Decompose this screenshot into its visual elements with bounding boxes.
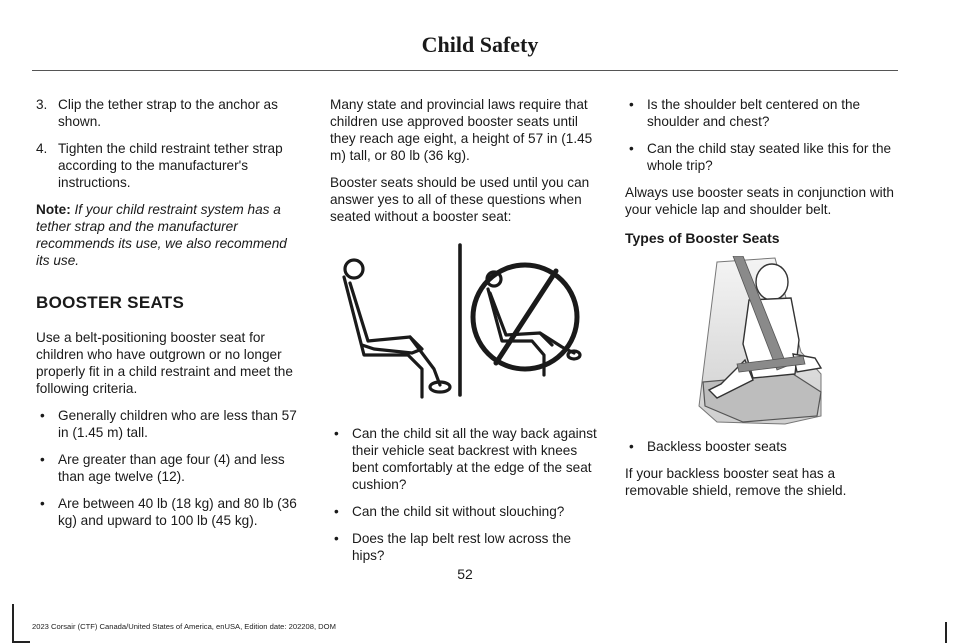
bullet: • (334, 504, 339, 519)
crop-mark-right (945, 622, 947, 643)
bullet: • (334, 531, 339, 546)
incorrect-child-foot (568, 351, 580, 359)
step-text: Tighten the child restraint tether strap according to the manufacturer's instructions. (58, 141, 283, 190)
step-text: Clip the tether strap to the anchor as shown. (58, 97, 278, 129)
page-title: Child Safety (421, 32, 539, 57)
list-item (625, 140, 897, 174)
seating-position-illustration (330, 237, 602, 399)
column-right (625, 96, 897, 509)
list-item-text: Can the child stay seated like this for the whole trip? (647, 141, 892, 173)
section-heading: BOOSTER SEATS (36, 293, 185, 312)
bullet: • (629, 97, 634, 112)
note (36, 201, 302, 269)
note-text: If your child restraint system has a tether strap and the manufacturer recommends its use, we also recommend its use. (36, 202, 287, 268)
list-item-text: Is the shoulder belt centered on the shoulder and chest? (647, 97, 861, 129)
list-item (625, 96, 897, 130)
bullet: • (629, 141, 634, 156)
list-item-text: Can the child sit all the way back against their vehicle seat backrest with knees bent comfortably at the edge of the seat cushion? (352, 426, 597, 492)
bullet: • (334, 426, 339, 441)
correct-child-foot (430, 382, 450, 392)
step-number: 3. (36, 97, 48, 112)
footer-edition-text: 2023 Corsair (CTF) Canada/United States of America, enUSA, Edition date: 202208, DOM (32, 622, 336, 631)
prohibition-slash (496, 271, 556, 363)
crop-mark-left (12, 604, 14, 643)
column-middle (330, 96, 602, 574)
step-number: 4. (36, 141, 48, 156)
step-3 (36, 96, 302, 130)
booster-intro: Use a belt-positioning booster seat for children who have outgrown or no longer properly fit in a child restraint and meet the following criteria. (36, 330, 293, 396)
header-rule (32, 70, 898, 71)
step-4 (36, 140, 302, 191)
bullet: • (40, 496, 45, 511)
list-item (330, 503, 602, 520)
list-item-text: Are between 40 lb (18 kg) and 80 lb (36 kg) and upward to 100 lb (45 kg). (58, 496, 297, 528)
backless-booster-illustration (625, 256, 897, 432)
correct-child-head (345, 260, 363, 278)
incorrect-child-body (490, 293, 552, 345)
list-item-text: Generally children who are less than 57 in (1.45 m) tall. (58, 408, 297, 440)
list-item (36, 495, 302, 529)
seating-comparison-svg (330, 237, 602, 399)
list-item (330, 425, 602, 493)
list-item-text: Are greater than age four (4) and less than age twelve (12). (58, 452, 285, 484)
list-item (36, 407, 302, 441)
list-item-text: Does the lap belt rest low across the hips? (352, 531, 572, 563)
column-left (36, 96, 302, 539)
note-label: Note: (36, 202, 71, 217)
page-number: 52 (457, 566, 473, 582)
backless-booster-svg (625, 256, 897, 432)
subheading-booster-types: Types of Booster Seats (625, 230, 780, 246)
list-item-text: Backless booster seats (647, 439, 787, 454)
questions-intro: Booster seats should be used until you can answer yes to all of these questions when seated without a booster seat: (330, 175, 590, 224)
list-item (36, 451, 302, 485)
laws-paragraph: Many state and provincial laws require that children use approved booster seats until they reach age eight, a height of 57 in (1.45 m) tall, or 80 lb (36 kg). (330, 97, 593, 163)
list-item-text: Can the child sit without slouching? (352, 504, 565, 519)
belt-paragraph: Always use booster seats in conjunction with your vehicle lap and shoulder belt. (625, 185, 894, 217)
crop-mark-bottom-left (12, 641, 30, 643)
bullet: • (40, 452, 45, 467)
list-item (330, 530, 602, 564)
shield-paragraph: If your backless booster seat has a removable shield, remove the shield. (625, 466, 847, 498)
bullet: • (629, 439, 634, 454)
list-item (625, 438, 897, 455)
bullet: • (40, 408, 45, 423)
child-head (756, 264, 788, 300)
